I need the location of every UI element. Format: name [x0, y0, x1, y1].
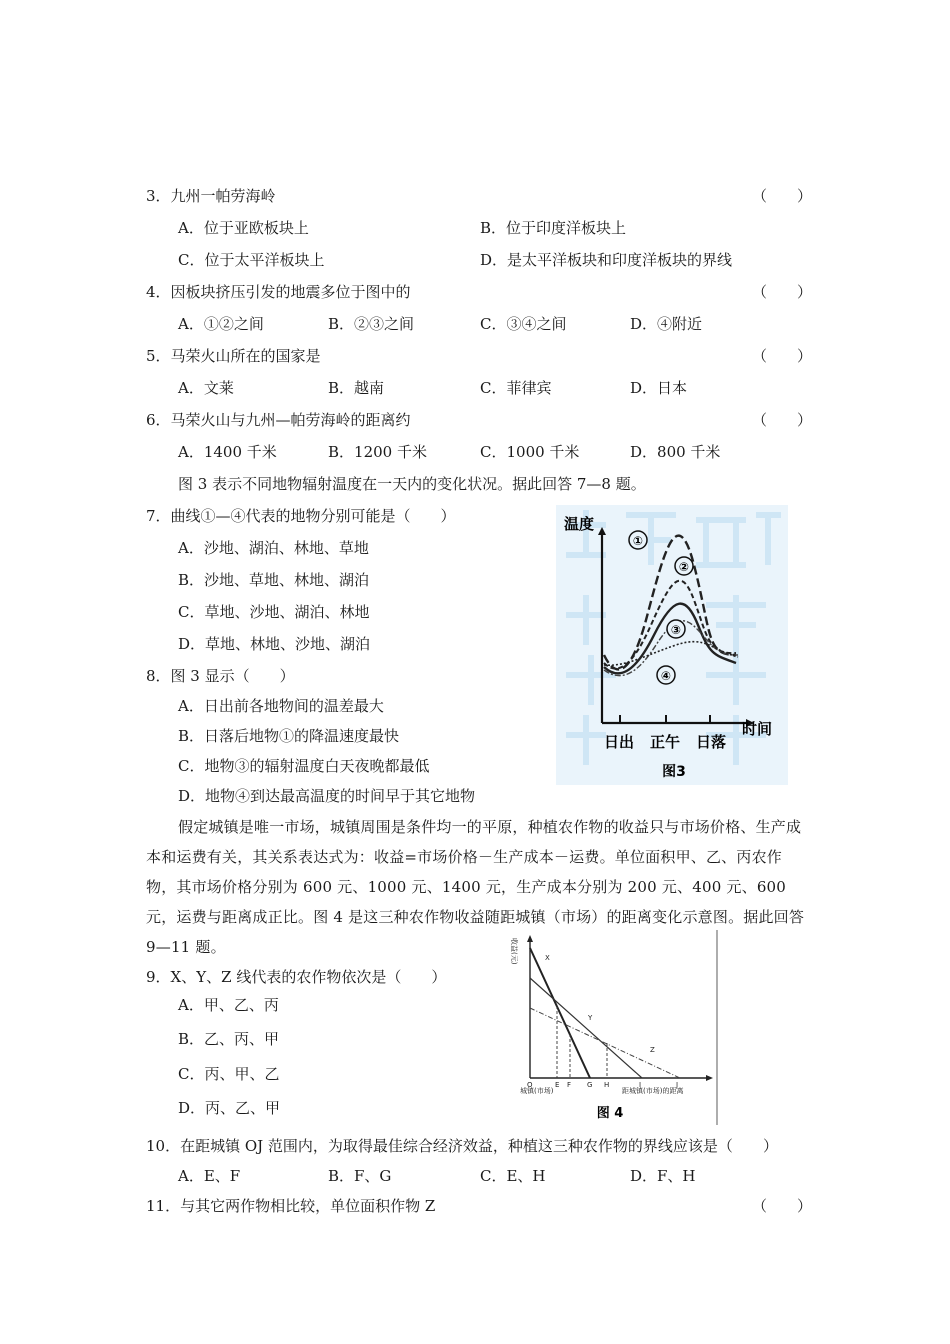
intro-7-8: 图 3 表示不同地物辐射温度在一天内的变化状况。据此回答 7—8 题。 — [178, 475, 646, 493]
q11-stem: 11．与其它两作物相比较，单位面积作物 Z — [146, 1197, 436, 1215]
q9-option-a: A．甲、乙、丙 — [178, 996, 279, 1014]
tick-noon: 正午 — [650, 733, 681, 751]
q6-option-b: B．1200 千米 — [328, 443, 427, 461]
pt-E: E — [555, 1081, 560, 1089]
line-label-Y: Y — [588, 1014, 593, 1022]
q10-option-c: C．E、H — [480, 1167, 546, 1185]
q4-stem: 4．因板块挤压引发的地震多位于图中的 — [146, 283, 411, 301]
q8-option-a: A．日出前各地物间的温差最大 — [178, 697, 384, 715]
q10-option-a: A．E、F — [178, 1167, 241, 1185]
line-label-Z: Z — [650, 1046, 655, 1054]
q4-option-a: A．①②之间 — [178, 315, 264, 333]
pt-F: F — [567, 1081, 572, 1089]
q5-option-a: A．文莱 — [178, 379, 234, 397]
q7-option-c: C．草地、沙地、湖泊、林地 — [178, 603, 370, 621]
q11-paren: （ ） — [752, 1197, 813, 1215]
q8-option-c: C．地物③的辐射温度白天夜晚都最低 — [178, 757, 430, 775]
fig3-x-label: 时间 — [742, 720, 773, 738]
q5-stem: 5．马荣火山所在的国家是 — [146, 347, 321, 365]
fig3-y-label: 温度 — [564, 515, 595, 533]
fig4-caption: 图 4 — [596, 1106, 624, 1121]
q8-option-d: D．地物④到达最高温度的时间早于其它地物 — [178, 787, 476, 805]
q9-option-b: B．乙、丙、甲 — [178, 1030, 280, 1048]
q7-option-d: D．草地、林地、沙地、湖泊 — [178, 635, 371, 653]
q5-option-d: D．日本 — [630, 379, 688, 397]
fig4-x-label: 距城镇(市场)的距离 — [622, 1087, 684, 1095]
curve-label-1: ① — [632, 534, 644, 548]
q7-stem: 7．曲线①—④代表的地物分别可能是（ ） — [146, 507, 456, 525]
fig3-caption: 图3 — [662, 764, 686, 780]
q9-option-d: D．丙、乙、甲 — [178, 1099, 281, 1117]
q5-paren: （ ） — [752, 347, 813, 365]
tick-sunrise: 日出 — [604, 733, 635, 751]
q5-option-b: B．越南 — [328, 379, 385, 397]
q10-option-b: B．F、G — [328, 1167, 392, 1185]
q6-option-a: A．1400 千米 — [178, 443, 277, 461]
pt-I: I — [639, 1081, 642, 1089]
q3-option-c: C．位于太平洋板块上 — [178, 251, 325, 269]
q4-option-b: B．②③之间 — [328, 315, 415, 333]
fig4-origin-label: 城镇(市场) — [520, 1087, 554, 1095]
q10-option-d: D．F、H — [630, 1167, 696, 1185]
fig4-y-label: 收益(元) — [510, 938, 518, 965]
q6-option-c: C．1000 千米 — [480, 443, 580, 461]
intro-9-11: 假定城镇是唯一市场，城镇周围是条件均一的平原，种植农作物的收益只与市场价格、生产成本和运费有关，其关系表达式为：收益=市场价格－生产成本－运费。单位面积甲、乙、丙农作物，其市场价格分别为 600 元、1000 元、1400 元，生产成本分别为 200 元、400 元、600 元，运费与距离成正比。图 4 是这三种农作物收益随距城镇（市场）的距离变化示意图。据此回答 9—11 题。 — [146, 818, 805, 956]
q5-option-c: C．菲律宾 — [480, 379, 552, 397]
curve-label-2: ② — [678, 560, 690, 574]
q6-option-d: D．800 千米 — [630, 443, 721, 461]
curve-label-3: ③ — [670, 623, 682, 637]
q3-option-b: B．位于印度洋板块上 — [480, 219, 627, 237]
q8-option-b: B．日落后地物①的降温速度最快 — [178, 727, 400, 745]
q7-option-a: A．沙地、湖泊、林地、草地 — [178, 539, 369, 557]
figure-3 — [556, 505, 788, 785]
q4-option-c: C．③④之间 — [480, 315, 567, 333]
q10-stem: 10．在距城镇 OJ 范围内，为取得最佳综合经济效益，种植这三种农作物的界线应该是（ ） — [146, 1137, 778, 1155]
curve-label-4: ④ — [660, 669, 672, 683]
pt-G: G — [587, 1081, 593, 1089]
q3-option-d: D．是太平洋板块和印度洋板块的界线 — [480, 251, 733, 269]
q9-stem: 9．X、Y、Z 线代表的农作物依次是（ ） — [146, 968, 447, 986]
pt-J: J — [676, 1081, 679, 1089]
pt-O: O — [527, 1081, 533, 1089]
q9-option-c: C．丙、甲、乙 — [178, 1065, 280, 1083]
pt-H: H — [604, 1081, 610, 1089]
q3-option-a: A．位于亚欧板块上 — [178, 219, 309, 237]
tick-sunset: 日落 — [696, 733, 727, 751]
q8-stem: 8．图 3 显示（ ） — [146, 667, 295, 685]
figure-4 — [500, 930, 722, 1125]
q6-stem: 6．马荣火山与九州—帕劳海岭的距离约 — [146, 411, 411, 429]
q4-option-d: D．④附近 — [630, 315, 703, 333]
line-label-X: X — [545, 954, 550, 962]
q4-paren: （ ） — [752, 283, 813, 301]
q3-stem: 3．九州一帕劳海岭 — [146, 187, 276, 205]
q7-option-b: B．沙地、草地、林地、湖泊 — [178, 571, 370, 589]
q6-paren: （ ） — [752, 411, 813, 429]
q3-paren: （ ） — [752, 187, 813, 205]
